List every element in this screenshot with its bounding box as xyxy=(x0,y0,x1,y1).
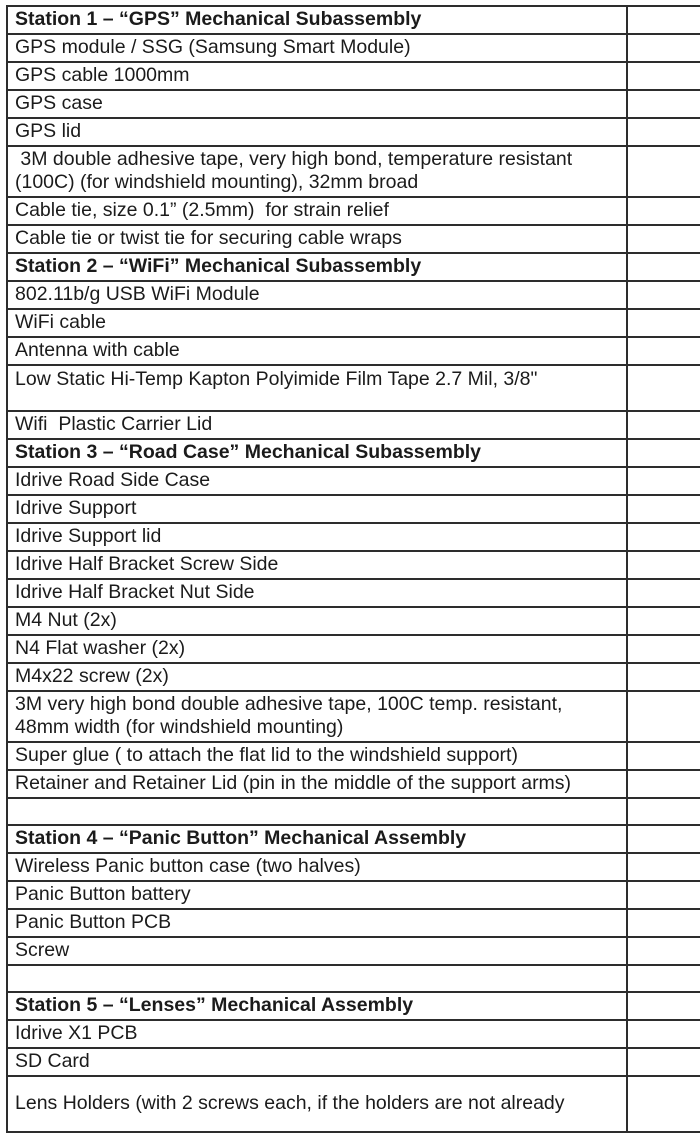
check-cell xyxy=(627,62,700,90)
table-row xyxy=(7,90,700,118)
check-cell xyxy=(627,309,700,337)
table-row xyxy=(7,6,700,34)
table-row xyxy=(7,337,700,365)
item-description-cell: Low Static Hi-Temp Kapton Polyimide Film Tape 2.7 Mil, 3/8" xyxy=(7,365,627,411)
table-row xyxy=(7,635,700,663)
check-cell xyxy=(627,467,700,495)
item-description-cell: Wifi Plastic Carrier Lid xyxy=(7,411,627,439)
check-cell xyxy=(627,337,700,365)
item-description-cell: GPS module / SSG (Samsung Smart Module) xyxy=(7,34,627,62)
item-description-cell: 3M very high bond double adhesive tape, 100C temp. resistant, 48mm width (for windshield mounting) xyxy=(7,691,627,742)
table-row xyxy=(7,937,700,965)
check-cell xyxy=(627,1048,700,1076)
check-cell xyxy=(627,118,700,146)
table-row xyxy=(7,798,700,825)
check-cell xyxy=(627,770,700,798)
check-cell xyxy=(627,881,700,909)
bom-table-body xyxy=(7,6,700,1132)
item-description-cell: Screw xyxy=(7,937,627,965)
item-description-cell: WiFi cable xyxy=(7,309,627,337)
item-description-cell: Idrive Support xyxy=(7,495,627,523)
check-cell xyxy=(627,253,700,281)
check-cell xyxy=(627,411,700,439)
check-cell xyxy=(627,225,700,253)
check-cell xyxy=(627,365,700,411)
item-description-cell: Retainer and Retainer Lid (pin in the middle of the support arms) xyxy=(7,770,627,798)
item-description-cell: Idrive X1 PCB xyxy=(7,1020,627,1048)
check-cell xyxy=(627,965,700,992)
table-row xyxy=(7,1020,700,1048)
item-description-cell: Idrive Road Side Case xyxy=(7,467,627,495)
table-row xyxy=(7,118,700,146)
check-cell xyxy=(627,281,700,309)
item-description-cell xyxy=(7,798,627,825)
item-description-cell: GPS lid xyxy=(7,118,627,146)
check-cell xyxy=(627,742,700,770)
check-cell xyxy=(627,853,700,881)
table-row xyxy=(7,853,700,881)
check-cell xyxy=(627,691,700,742)
item-description-cell: Idrive Half Bracket Nut Side xyxy=(7,579,627,607)
item-description-cell: Wireless Panic button case (two halves) xyxy=(7,853,627,881)
table-row xyxy=(7,691,700,742)
table-row xyxy=(7,663,700,691)
item-description-cell: Idrive Support lid xyxy=(7,523,627,551)
check-cell xyxy=(627,34,700,62)
check-cell xyxy=(627,825,700,853)
table-row xyxy=(7,495,700,523)
table-row xyxy=(7,742,700,770)
table-row xyxy=(7,62,700,90)
table-row xyxy=(7,365,700,411)
table-row xyxy=(7,281,700,309)
item-description-cell: 3M double adhesive tape, very high bond, temperature resistant (100C) (for windshield mounting), 32mm broad xyxy=(7,146,627,197)
item-description-cell: Cable tie, size 0.1” (2.5mm) for strain relief xyxy=(7,197,627,225)
table-row xyxy=(7,253,700,281)
item-description-cell: Station 4 – “Panic Button” Mechanical Assembly xyxy=(7,825,627,853)
item-description-cell: 802.11b/g USB WiFi Module xyxy=(7,281,627,309)
item-description-cell: M4 Nut (2x) xyxy=(7,607,627,635)
item-description-cell: SD Card xyxy=(7,1048,627,1076)
check-cell xyxy=(627,197,700,225)
check-cell xyxy=(627,146,700,197)
check-cell xyxy=(627,992,700,1020)
item-description-cell: Station 2 – “WiFi” Mechanical Subassembly xyxy=(7,253,627,281)
check-cell xyxy=(627,579,700,607)
table-row xyxy=(7,1076,700,1132)
table-row xyxy=(7,579,700,607)
check-cell xyxy=(627,607,700,635)
check-cell xyxy=(627,439,700,467)
table-row xyxy=(7,881,700,909)
table-row xyxy=(7,992,700,1020)
check-cell xyxy=(627,90,700,118)
item-description-cell: Super glue ( to attach the flat lid to the windshield support) xyxy=(7,742,627,770)
table-row xyxy=(7,1048,700,1076)
table-row xyxy=(7,467,700,495)
item-description-cell: Lens Holders (with 2 screws each, if the holders are not already xyxy=(7,1076,627,1132)
item-description-cell xyxy=(7,965,627,992)
item-description-cell: GPS case xyxy=(7,90,627,118)
check-cell xyxy=(627,937,700,965)
table-row xyxy=(7,197,700,225)
table-row xyxy=(7,225,700,253)
table-row xyxy=(7,309,700,337)
check-cell xyxy=(627,798,700,825)
check-cell xyxy=(627,1076,700,1132)
table-row xyxy=(7,551,700,579)
item-description-cell: Cable tie or twist tie for securing cable wraps xyxy=(7,225,627,253)
item-description-cell: GPS cable 1000mm xyxy=(7,62,627,90)
item-description-cell: Idrive Half Bracket Screw Side xyxy=(7,551,627,579)
item-description-cell: Panic Button PCB xyxy=(7,909,627,937)
table-row xyxy=(7,146,700,197)
item-description-cell: N4 Flat washer (2x) xyxy=(7,635,627,663)
item-description-cell: Panic Button battery xyxy=(7,881,627,909)
table-row xyxy=(7,770,700,798)
item-description-cell: M4x22 screw (2x) xyxy=(7,663,627,691)
check-cell xyxy=(627,1020,700,1048)
table-row xyxy=(7,523,700,551)
check-cell xyxy=(627,635,700,663)
check-cell xyxy=(627,909,700,937)
table-row xyxy=(7,965,700,992)
table-row xyxy=(7,439,700,467)
item-description-cell: Antenna with cable xyxy=(7,337,627,365)
check-cell xyxy=(627,663,700,691)
item-description-cell: Station 3 – “Road Case” Mechanical Subassembly xyxy=(7,439,627,467)
check-cell xyxy=(627,523,700,551)
check-cell xyxy=(627,551,700,579)
check-cell xyxy=(627,6,700,34)
table-row xyxy=(7,909,700,937)
item-description-cell: Station 1 – “GPS” Mechanical Subassembly xyxy=(7,6,627,34)
table-row xyxy=(7,825,700,853)
table-row xyxy=(7,34,700,62)
bom-table xyxy=(6,5,700,1133)
table-row xyxy=(7,411,700,439)
table-row xyxy=(7,607,700,635)
check-cell xyxy=(627,495,700,523)
item-description-cell: Station 5 – “Lenses” Mechanical Assembly xyxy=(7,992,627,1020)
